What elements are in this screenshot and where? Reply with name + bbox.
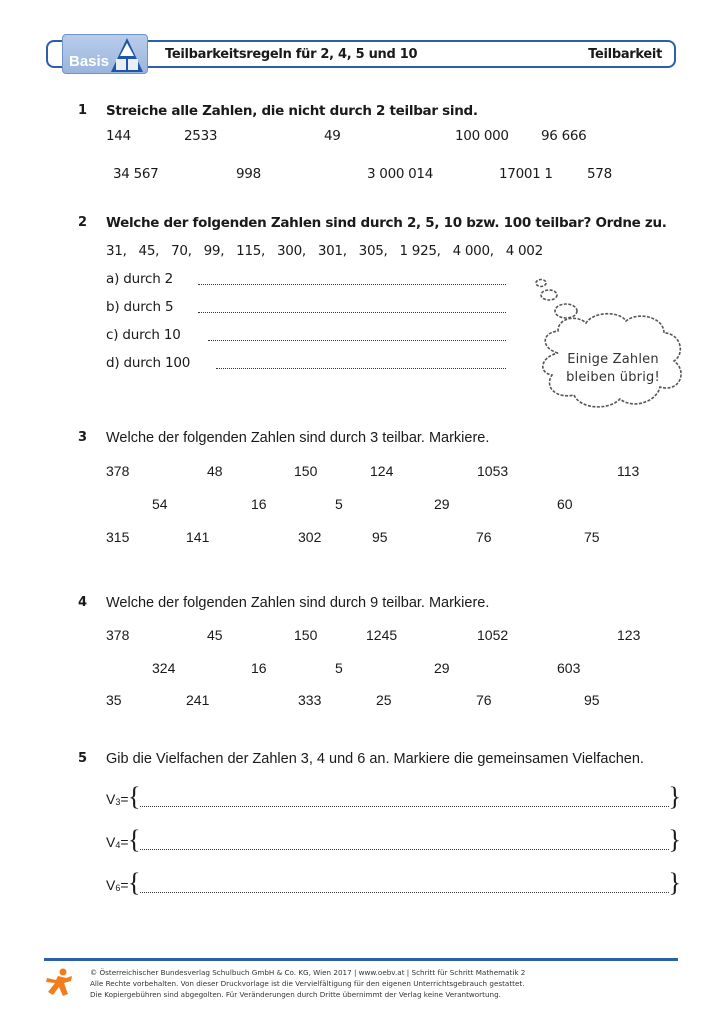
number-item[interactable]: 144 xyxy=(106,128,131,144)
close-brace: } xyxy=(668,782,681,811)
answer-line-c[interactable] xyxy=(208,340,506,341)
number-item[interactable]: 2533 xyxy=(184,128,218,144)
close-brace: } xyxy=(668,825,681,854)
number-item[interactable]: 100 000 xyxy=(455,128,509,144)
footer-line-3: Die Kopiergebühren sind abgegolten. Für Veränderungen durch Dritte übernimmt der Verlag keine Verantwortung. xyxy=(90,990,501,999)
number-item[interactable]: 150 xyxy=(294,627,318,643)
number-item[interactable]: 49 xyxy=(324,128,341,144)
footer-copyright xyxy=(90,967,525,1000)
thought-line-1: Einige Zahlen xyxy=(567,352,659,367)
answer-line-v4[interactable] xyxy=(140,849,669,850)
open-brace: { xyxy=(128,868,141,897)
number-item[interactable]: 45 xyxy=(207,627,223,643)
exercise-3-instruction: Welche der folgenden Zahlen sind durch 3 teilbar. Markiere. xyxy=(106,430,490,446)
exercise-4-instruction: Welche der folgenden Zahlen sind durch 9 teilbar. Markiere. xyxy=(106,595,490,611)
number-item[interactable]: 123 xyxy=(617,627,641,643)
assign-label-d: d) durch 100 xyxy=(106,355,191,371)
number-item[interactable]: 96 666 xyxy=(541,128,587,144)
number-item[interactable]: 113 xyxy=(617,463,640,479)
number-item[interactable]: 302 xyxy=(298,529,322,545)
level-badge xyxy=(62,34,148,74)
number-item[interactable]: 95 xyxy=(372,529,388,545)
number-item[interactable]: 5 xyxy=(335,496,343,512)
multiples-label-v3: $V_3=$ xyxy=(106,791,129,807)
number-item[interactable]: 76 xyxy=(476,529,492,545)
multiples-row-v3 xyxy=(106,782,681,815)
exercise-1-instruction: Streiche alle Zahlen, die nicht durch 2 teilbar sind. xyxy=(106,103,478,119)
number-item[interactable]: 578 xyxy=(587,166,612,182)
number-item[interactable]: 998 xyxy=(236,166,261,182)
multiples-label-v6: $V_6=$ xyxy=(106,877,129,893)
answer-line-v6[interactable] xyxy=(140,892,669,893)
number-item[interactable]: 378 xyxy=(106,627,130,643)
number-item[interactable]: 1053 xyxy=(477,463,509,479)
answer-line-d[interactable] xyxy=(216,368,506,369)
answer-line-b[interactable] xyxy=(198,312,506,313)
number-item[interactable]: 603 xyxy=(557,660,581,676)
number-item[interactable]: 333 xyxy=(298,692,322,708)
thought-bubble-icon xyxy=(528,275,693,415)
number-item[interactable]: 75 xyxy=(584,529,600,545)
exercise-2-numbers: 31, 45, 70, 99, 115, 300, 301, 305, 1 925, 4 000, 4 002 xyxy=(106,243,543,259)
footer-line-1: © Österreichischer Bundesverlag Schulbuch GmbH & Co. KG, Wien 2017 | www.oebv.at | Schritt für Schritt Mathematik 2 xyxy=(90,968,526,977)
number-item[interactable]: 16 xyxy=(251,660,267,676)
open-brace: { xyxy=(128,782,141,811)
answer-line-a[interactable] xyxy=(198,284,506,285)
number-item[interactable]: 141 xyxy=(186,529,210,545)
number-item[interactable]: 150 xyxy=(294,463,318,479)
thought-bubble-text xyxy=(550,351,676,387)
multiples-row-v4 xyxy=(106,825,681,858)
number-item[interactable]: 29 xyxy=(434,660,450,676)
close-brace: } xyxy=(668,868,681,897)
number-item[interactable]: 25 xyxy=(376,692,392,708)
number-item[interactable]: 3 000 014 xyxy=(367,166,434,182)
footer-line-2: Alle Rechte vorbehalten. Von dieser Druckvorlage ist die Vervielfältigung für den eigenen Unterrichtsgebrauch gestattet. xyxy=(90,979,525,988)
number-item[interactable]: 124 xyxy=(370,463,394,479)
open-brace: { xyxy=(128,825,141,854)
number-item[interactable]: 315 xyxy=(106,529,130,545)
number-item[interactable]: 54 xyxy=(152,496,168,512)
number-item[interactable]: 29 xyxy=(434,496,450,512)
number-item[interactable]: 34 567 xyxy=(113,166,159,182)
number-item[interactable]: 76 xyxy=(476,692,492,708)
exercise-5-instruction: Gib die Vielfachen der Zahlen 3, 4 und 6 an. Markiere die gemeinsamen Vielfachen. xyxy=(106,751,644,767)
worksheet-topic: Teilbarkeit xyxy=(588,47,662,62)
number-item[interactable]: 35 xyxy=(106,692,122,708)
multiples-row-v6 xyxy=(106,868,681,901)
number-item[interactable]: 17001 1 xyxy=(499,166,553,182)
worksheet-title: Teilbarkeitsregeln für 2, 4, 5 und 10 xyxy=(165,47,418,62)
badge-label: Basis xyxy=(69,53,110,70)
footer-divider xyxy=(44,958,678,961)
thought-line-2: bleiben übrig! xyxy=(566,370,660,385)
exercise-3-number: 3 xyxy=(78,430,88,445)
exercise-2-number: 2 xyxy=(78,215,88,230)
assign-label-c: c) durch 10 xyxy=(106,327,181,343)
number-item[interactable]: 5 xyxy=(335,660,343,676)
number-item[interactable]: 1052 xyxy=(477,627,509,643)
pyramid-icon xyxy=(110,37,144,73)
assign-label-a: a) durch 2 xyxy=(106,271,174,287)
multiples-label-v4: $V_4=$ xyxy=(106,834,129,850)
exercise-5-number: 5 xyxy=(78,751,88,766)
number-item[interactable]: 1245 xyxy=(366,627,398,643)
number-item[interactable]: 16 xyxy=(251,496,267,512)
publisher-logo-icon xyxy=(44,968,74,998)
number-item[interactable]: 48 xyxy=(207,463,223,479)
number-item[interactable]: 60 xyxy=(557,496,573,512)
number-item[interactable]: 378 xyxy=(106,463,130,479)
answer-line-v3[interactable] xyxy=(140,806,669,807)
assign-label-b: b) durch 5 xyxy=(106,299,174,315)
exercise-2-instruction: Welche der folgenden Zahlen sind durch 2, 5, 10 bzw. 100 teilbar? Ordne zu. xyxy=(106,215,667,231)
number-item[interactable]: 241 xyxy=(186,692,210,708)
exercise-1-number: 1 xyxy=(78,103,88,118)
number-item[interactable]: 324 xyxy=(152,660,176,676)
exercise-4-number: 4 xyxy=(78,595,88,610)
number-item[interactable]: 95 xyxy=(584,692,600,708)
